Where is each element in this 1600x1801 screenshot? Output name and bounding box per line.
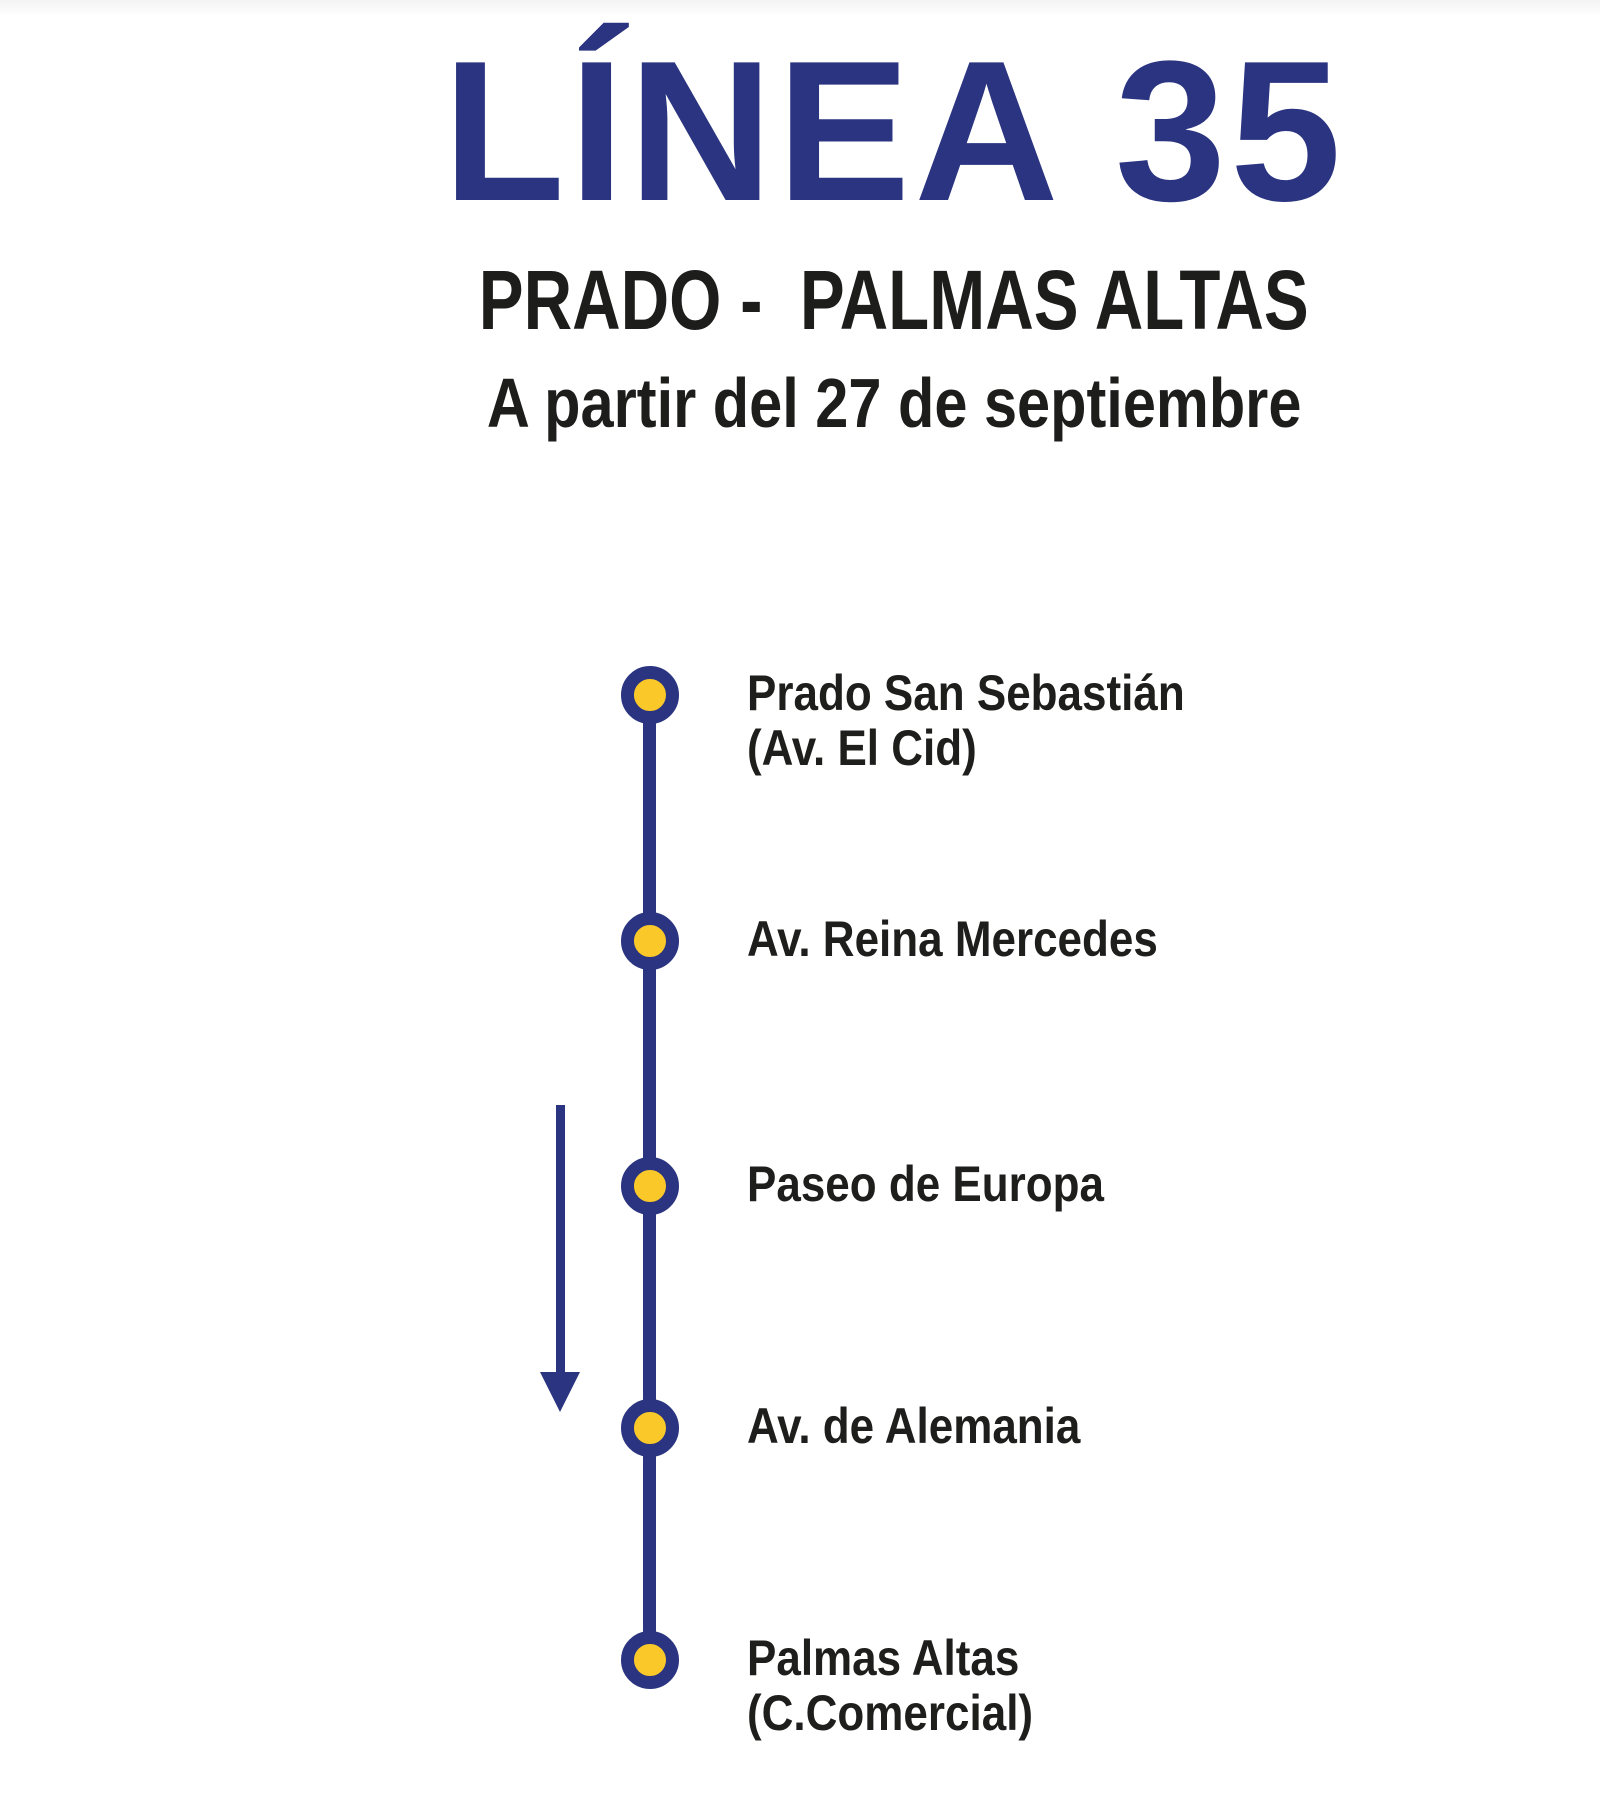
stop-marker-icon <box>621 666 679 724</box>
direction-arrow-down-icon <box>540 1372 580 1412</box>
stop-label <box>747 1399 1080 1454</box>
direction-arrow-shaft <box>556 1105 565 1375</box>
line-title: LÍNEA 35 <box>442 20 1346 243</box>
effective-date-text: A partir del 27 de septiembre <box>486 364 1302 442</box>
stop-name: Prado San Sebastián <box>747 665 1185 721</box>
stop-marker-icon <box>621 1399 679 1457</box>
stop-marker-icon <box>621 912 679 970</box>
stop-name: Paseo de Europa <box>747 1156 1105 1212</box>
stop-detail: (Av. El Cid) <box>747 720 977 776</box>
stop-label <box>747 1631 1033 1741</box>
stop-name: Av. de Alemania <box>747 1398 1081 1454</box>
stop-label <box>747 1157 1104 1212</box>
stop-name: Palmas Altas <box>747 1630 1020 1686</box>
stop-name: Av. Reina Mercedes <box>747 911 1158 967</box>
route-endpoints-text: PRADO - PALMAS ALTAS <box>479 253 1309 347</box>
stop-detail: (C.Comercial) <box>747 1685 1034 1741</box>
stop-marker-icon <box>621 1631 679 1689</box>
stop-marker-icon <box>621 1157 679 1215</box>
stop-label <box>747 912 1158 967</box>
stop-label <box>747 666 1185 776</box>
